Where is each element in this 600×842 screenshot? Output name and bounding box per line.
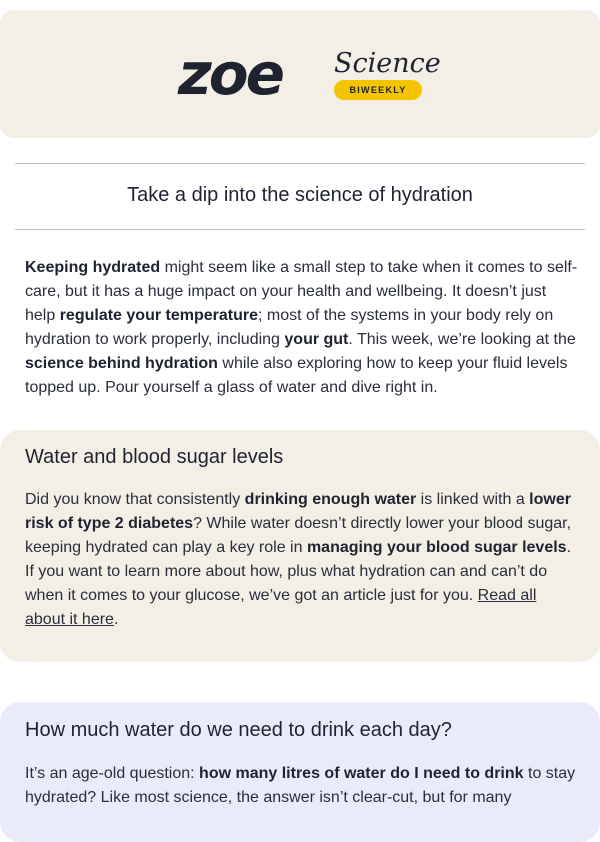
zoe-science-logo[interactable] xyxy=(178,40,441,114)
s1-text-5: . xyxy=(113,611,119,628)
newsletter-header xyxy=(0,10,600,138)
top-divider xyxy=(15,163,585,164)
blood-sugar-paragraph xyxy=(25,488,580,632)
water-intake-title: How much water do we need to drink each day? xyxy=(25,719,452,741)
bottom-divider xyxy=(15,229,585,230)
intro-bold-your-gut: your gut xyxy=(284,331,349,348)
biweekly-badge: BIWEEKLY xyxy=(334,80,422,100)
intro-text-4: while also exploring how to keep your fluid levels topped up. Pour yourself a glass of water and dive right in. xyxy=(25,355,568,396)
s1-bold-lower-risk: lower risk of type 2 diabetes xyxy=(25,491,571,532)
s1-bold-managing-blood-sugar: managing your blood sugar levels xyxy=(306,539,567,556)
intro-text-1: might seem like a small step to take when it comes to self-care, but it has a huge impact on your health and wellbeing. It doesn’t just help xyxy=(25,259,578,324)
s1-text-1: Did you know that consistently xyxy=(25,491,245,508)
science-wordmark: Science xyxy=(334,48,441,79)
blood-sugar-card xyxy=(0,430,600,662)
blood-sugar-title: Water and blood sugar levels xyxy=(25,446,284,468)
s1-text-3: ? While water doesn’t directly lower your blood sugar, keeping hydrated can play a key role in xyxy=(25,515,572,556)
intro-bold-regulate-temperature: regulate your temperature xyxy=(59,307,258,324)
s2-text-2: to stay hydrated? Like most science, the answer isn’t clear-cut, but for many xyxy=(25,765,576,806)
zoe-logo-wordmark: zoe xyxy=(178,40,282,108)
s1-text-2: is linked with a xyxy=(416,491,530,508)
read-all-about-it-link[interactable]: Read all about it here xyxy=(25,587,537,628)
s2-text-1: It’s an age-old question: xyxy=(25,765,200,782)
intro-text-3: . This week, we’re looking at the xyxy=(348,331,576,348)
newsletter-headline: Take a dip into the science of hydration xyxy=(127,184,473,206)
s2-bold-how-many-litres: how many litres of water do I need to drink xyxy=(199,765,524,782)
intro-paragraph xyxy=(25,256,580,400)
s1-bold-drinking-enough-water: drinking enough water xyxy=(244,491,417,508)
water-intake-card xyxy=(0,702,600,842)
s1-text-4: . If you want to learn more about how, plus what hydration can and can’t do when it comes to your glucose, we’ve got an article just for you. xyxy=(25,539,572,604)
intro-text-2: ; most of the systems in your body rely on hydration to work properly, including xyxy=(25,307,554,348)
intro-bold-keeping-hydrated: Keeping hydrated xyxy=(25,259,161,276)
intro-bold-science-behind-hydration: science behind hydration xyxy=(25,355,218,372)
water-intake-paragraph xyxy=(25,762,580,810)
